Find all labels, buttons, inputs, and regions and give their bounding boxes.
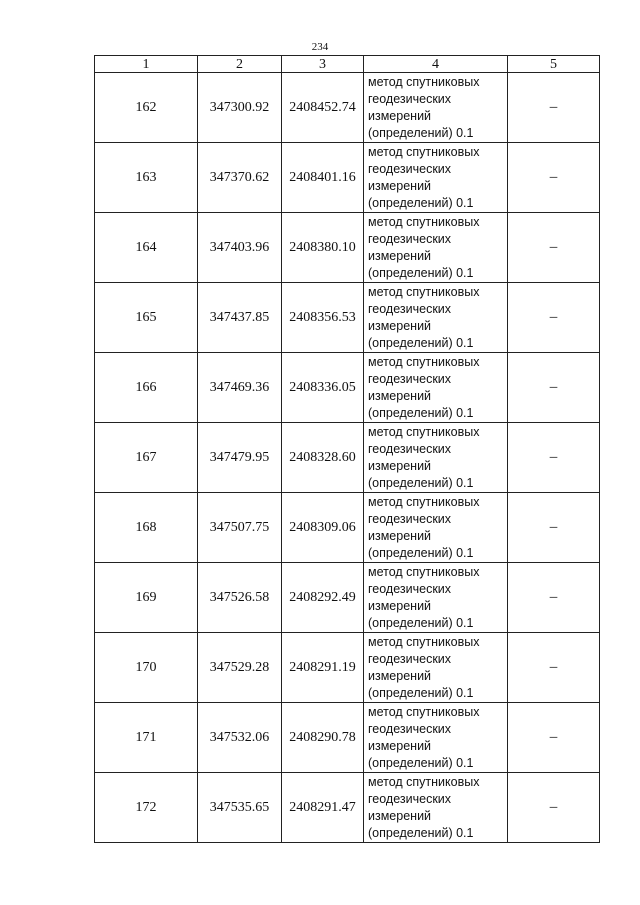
- coordinate-x: 347507.75: [198, 493, 282, 563]
- coordinates-table: [94, 55, 600, 843]
- note-cell: –: [508, 703, 600, 773]
- note-cell: –: [508, 143, 600, 213]
- coordinate-y: 2408328.60: [282, 423, 364, 493]
- column-header-5: 5: [508, 56, 600, 73]
- note-cell: –: [508, 213, 600, 283]
- coordinate-y: 2408291.19: [282, 633, 364, 703]
- note-cell: –: [508, 633, 600, 703]
- note-cell: –: [508, 73, 600, 143]
- point-number: 166: [95, 353, 198, 423]
- point-number: 165: [95, 283, 198, 353]
- point-number: 164: [95, 213, 198, 283]
- page-number: 234: [311, 41, 329, 53]
- table-row: [95, 773, 600, 843]
- coordinate-y: 2408292.49: [282, 563, 364, 633]
- coordinate-y: 2408380.10: [282, 213, 364, 283]
- coordinate-x: 347532.06: [198, 703, 282, 773]
- column-header-1: 1: [95, 56, 198, 73]
- coordinate-y: 2408452.74: [282, 73, 364, 143]
- note-cell: –: [508, 283, 600, 353]
- point-number: 163: [95, 143, 198, 213]
- measurement-method: метод спутниковых геодезических измерений (определений) 0.1: [364, 493, 508, 563]
- table-row: [95, 493, 600, 563]
- coordinate-x: 347526.58: [198, 563, 282, 633]
- measurement-method: метод спутниковых геодезических измерений (определений) 0.1: [364, 773, 508, 843]
- coordinate-y: 2408401.16: [282, 143, 364, 213]
- table-row: [95, 73, 600, 143]
- note-cell: –: [508, 423, 600, 493]
- point-number: 170: [95, 633, 198, 703]
- point-number: 169: [95, 563, 198, 633]
- table-row: [95, 353, 600, 423]
- column-header-2: 2: [198, 56, 282, 73]
- table-row: [95, 563, 600, 633]
- point-number: 168: [95, 493, 198, 563]
- measurement-method: метод спутниковых геодезических измерений (определений) 0.1: [364, 423, 508, 493]
- measurement-method: метод спутниковых геодезических измерений (определений) 0.1: [364, 633, 508, 703]
- table-row: [95, 703, 600, 773]
- note-cell: –: [508, 563, 600, 633]
- coordinate-x: 347535.65: [198, 773, 282, 843]
- coordinate-x: 347479.95: [198, 423, 282, 493]
- note-cell: –: [508, 773, 600, 843]
- measurement-method: метод спутниковых геодезических измерений (определений) 0.1: [364, 143, 508, 213]
- point-number: 172: [95, 773, 198, 843]
- coordinate-x: 347300.92: [198, 73, 282, 143]
- column-header-3: 3: [282, 56, 364, 73]
- measurement-method: метод спутниковых геодезических измерений (определений) 0.1: [364, 353, 508, 423]
- coordinate-y: 2408291.47: [282, 773, 364, 843]
- coordinate-x: 347469.36: [198, 353, 282, 423]
- coordinate-x: 347403.96: [198, 213, 282, 283]
- measurement-method: метод спутниковых геодезических измерений (определений) 0.1: [364, 283, 508, 353]
- column-header-4: 4: [364, 56, 508, 73]
- measurement-method: метод спутниковых геодезических измерений (определений) 0.1: [364, 73, 508, 143]
- table-header-row: [95, 56, 600, 73]
- measurement-method: метод спутниковых геодезических измерений (определений) 0.1: [364, 703, 508, 773]
- point-number: 171: [95, 703, 198, 773]
- table-row: [95, 423, 600, 493]
- table-row: [95, 143, 600, 213]
- note-cell: –: [508, 493, 600, 563]
- note-cell: –: [508, 353, 600, 423]
- measurement-method: метод спутниковых геодезических измерений (определений) 0.1: [364, 563, 508, 633]
- coordinate-x: 347370.62: [198, 143, 282, 213]
- coordinate-x: 347437.85: [198, 283, 282, 353]
- table-row: [95, 213, 600, 283]
- coordinate-y: 2408356.53: [282, 283, 364, 353]
- coordinate-y: 2408336.05: [282, 353, 364, 423]
- point-number: 162: [95, 73, 198, 143]
- coordinate-x: 347529.28: [198, 633, 282, 703]
- coordinate-y: 2408290.78: [282, 703, 364, 773]
- table-row: [95, 633, 600, 703]
- point-number: 167: [95, 423, 198, 493]
- measurement-method: метод спутниковых геодезических измерений (определений) 0.1: [364, 213, 508, 283]
- coordinate-y: 2408309.06: [282, 493, 364, 563]
- table-row: [95, 283, 600, 353]
